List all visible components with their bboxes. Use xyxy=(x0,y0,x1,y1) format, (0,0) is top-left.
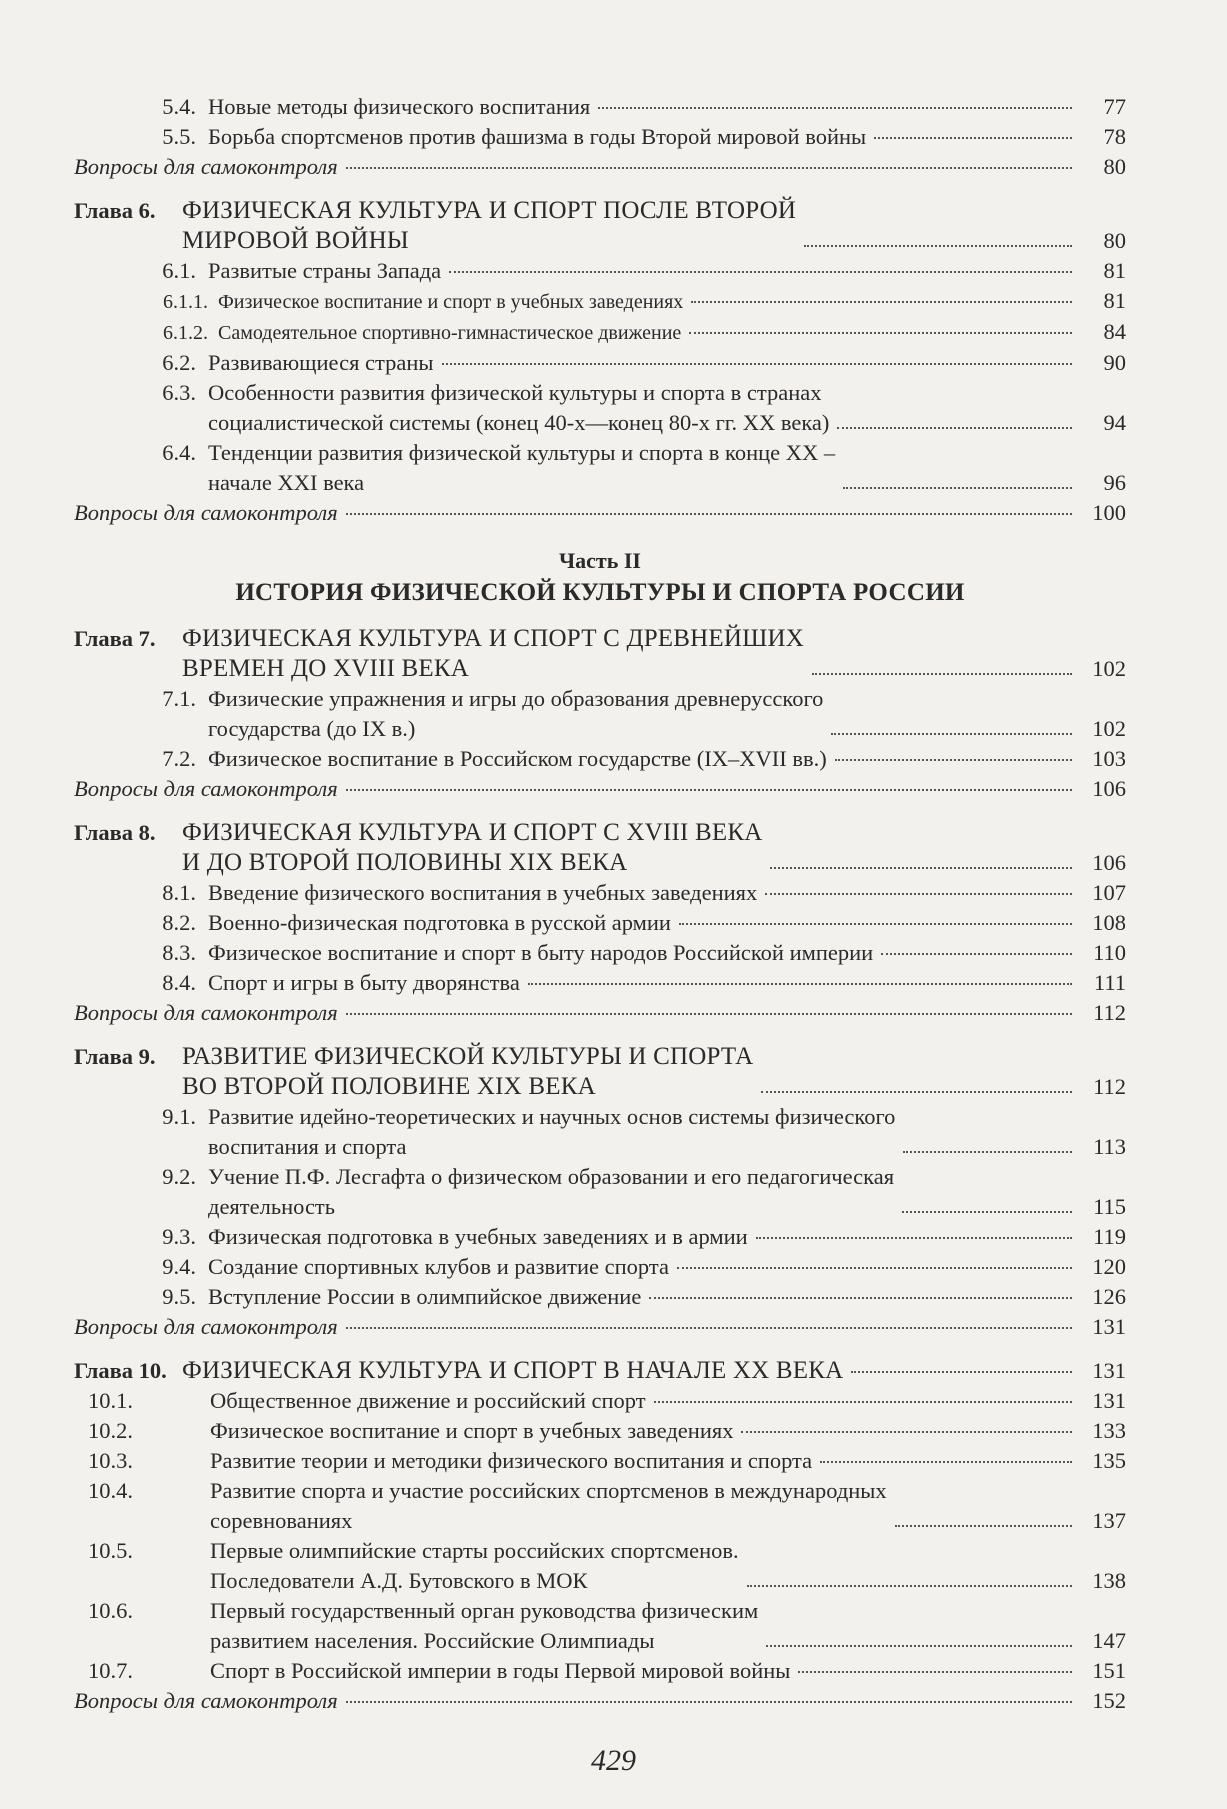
toc-page-number: 113 xyxy=(1093,1134,1126,1159)
dot-leader xyxy=(835,759,1072,761)
toc-entry-number: 10.2. xyxy=(88,1418,133,1443)
toc-entry-title-line: Спорт в Российской империи в годы Первой мировой войны xyxy=(210,1658,791,1683)
toc-page-number: 80 xyxy=(1103,228,1126,253)
dot-leader xyxy=(812,673,1072,675)
toc-entry-number: 10.1. xyxy=(88,1388,133,1413)
toc-page-number: 147 xyxy=(1092,1628,1126,1653)
toc-entry-title-line: Физическая подготовка в учебных заведениях и в армии xyxy=(208,1224,748,1249)
dot-leader xyxy=(902,1211,1072,1213)
dot-leader xyxy=(654,1401,1072,1403)
toc-entry-title-line: соревнованиях xyxy=(210,1508,353,1533)
toc-entry-title-line: Развитые страны Запада xyxy=(208,258,442,283)
toc-entry-title-line: Новые методы физического воспитания xyxy=(208,94,591,119)
toc-section-entry[interactable] xyxy=(74,1596,1126,1656)
toc-review-questions-entry[interactable] xyxy=(74,998,1126,1028)
toc-page-number: 81 xyxy=(1103,288,1126,313)
toc-entry-number: 9.4. xyxy=(162,1254,196,1279)
toc-section-entry[interactable] xyxy=(74,1162,1126,1222)
toc-entry-title-line: ВО ВТОРОЙ ПОЛОВИНЕ XIX ВЕКА xyxy=(182,1073,596,1100)
dot-leader xyxy=(528,983,1072,985)
toc-page-number: 77 xyxy=(1103,94,1126,119)
toc-page-number: 115 xyxy=(1093,1194,1126,1219)
toc-section-entry[interactable] xyxy=(74,348,1126,378)
dot-leader xyxy=(346,1327,1072,1329)
toc-page-number: 106 xyxy=(1092,776,1126,801)
toc-entry-title-line: Вопросы для самоконтроля xyxy=(74,776,338,801)
dot-leader xyxy=(895,1525,1072,1527)
toc-page-number: 111 xyxy=(1093,970,1126,995)
toc-entry-title-line: Вопросы для самоконтроля xyxy=(74,500,338,525)
toc-entry-title-line: ФИЗИЧЕСКАЯ КУЛЬТУРА И СПОРТ В НАЧАЛЕ XX ВЕКА xyxy=(182,1357,844,1384)
toc-entry-title-line: Развитие идейно-теоретических и научных основ системы физического xyxy=(208,1104,896,1129)
toc-entry-title-line: Физическое воспитание в Российском государстве (IX–XVII вв.) xyxy=(208,746,827,771)
toc-page-number: 103 xyxy=(1092,746,1126,771)
toc-section-entry[interactable] xyxy=(74,744,1126,774)
dot-leader xyxy=(346,789,1072,791)
toc-chapter-entry[interactable] xyxy=(74,196,1126,256)
toc-entry-number: 10.7. xyxy=(88,1658,133,1683)
dot-leader xyxy=(346,1013,1072,1015)
dot-leader xyxy=(798,1671,1072,1673)
toc-page-number: 119 xyxy=(1093,1224,1126,1249)
toc-entry-title-line: Последователи А.Д. Бутовского в МОК xyxy=(210,1568,588,1593)
toc-review-questions-entry[interactable] xyxy=(74,498,1126,528)
toc-page-number: 112 xyxy=(1093,1000,1126,1025)
toc-page-number: 102 xyxy=(1092,716,1126,741)
toc-entry-number: Глава 10. xyxy=(74,1358,167,1383)
toc-entry-number: 9.3. xyxy=(162,1224,196,1249)
toc-page-number: 126 xyxy=(1092,1284,1126,1309)
dot-leader xyxy=(837,427,1072,429)
toc-page-number: 112 xyxy=(1093,1074,1126,1099)
toc-entry-number: 6.2. xyxy=(162,350,196,375)
toc-entry-number: 10.4. xyxy=(88,1478,133,1503)
toc-chapter-entry[interactable] xyxy=(74,1042,1126,1102)
toc-entry-title-line: Развитие спорта и участие российских спортсменов в международных xyxy=(210,1478,887,1503)
toc-entry-number: Глава 6. xyxy=(74,198,156,223)
toc-page-number: 137 xyxy=(1092,1508,1126,1533)
toc-entry-title-line: воспитания и спорта xyxy=(208,1134,407,1159)
dot-leader xyxy=(761,1091,1072,1093)
toc-section-entry[interactable] xyxy=(74,1282,1126,1312)
toc-page-number: 106 xyxy=(1092,850,1126,875)
dot-leader xyxy=(649,1297,1072,1299)
toc-section-entry[interactable] xyxy=(74,968,1126,998)
toc-page-number: 81 xyxy=(1103,258,1126,283)
toc-page-number: 151 xyxy=(1092,1658,1126,1683)
toc-section-entry[interactable] xyxy=(74,1446,1126,1476)
toc-section-entry[interactable] xyxy=(74,438,1126,498)
toc-entry-title-line: Развитие теории и методики физического воспитания и спорта xyxy=(210,1448,813,1473)
dot-leader xyxy=(766,1645,1072,1647)
toc-entry-number: 6.4. xyxy=(162,440,196,465)
toc-entry-title-line: Спорт и игры в быту дворянства xyxy=(208,970,520,995)
dot-leader xyxy=(346,1701,1072,1703)
toc-entry-title-line: И ДО ВТОРОЙ ПОЛОВИНЫ XIX ВЕКА xyxy=(182,849,628,876)
toc-entry-title-line: государства (до IX в.) xyxy=(208,716,416,741)
toc-page-number: 120 xyxy=(1092,1254,1126,1279)
dot-leader xyxy=(346,167,1072,169)
toc-entry-number: 8.2. xyxy=(162,910,196,935)
toc-entry-title-line: РАЗВИТИЕ ФИЗИЧЕСКОЙ КУЛЬТУРЫ И СПОРТА xyxy=(182,1043,754,1070)
toc-entry-number: 8.3. xyxy=(162,940,196,965)
toc-entry-number: Глава 8. xyxy=(74,820,156,845)
toc-entry-title-line: Вопросы для самоконтроля xyxy=(74,1314,338,1339)
toc-page-number: 100 xyxy=(1092,500,1126,525)
toc-entry-number: 8.4. xyxy=(162,970,196,995)
toc-section-entry[interactable] xyxy=(74,378,1126,438)
toc-entry-title-line: Введение физического воспитания в учебных заведениях xyxy=(208,880,758,905)
toc-entry-title-line: Физическое воспитание и спорт в быту народов Российской империи xyxy=(208,940,874,965)
toc-entry-number: Глава 7. xyxy=(74,626,156,651)
dot-leader xyxy=(881,953,1072,955)
table-of-contents xyxy=(74,92,1126,1716)
toc-chapter-entry[interactable] xyxy=(74,624,1126,684)
dot-leader xyxy=(820,1461,1072,1463)
part-title: ИСТОРИЯ ФИЗИЧЕСКОЙ КУЛЬТУРЫ И СПОРТА РОССИИ xyxy=(235,579,965,606)
toc-entry-title-line: Самодеятельное спортивно-гимнастическое движение xyxy=(218,322,682,344)
toc-entry-number: 6.1.2. xyxy=(163,322,208,344)
dot-leader xyxy=(843,487,1072,489)
toc-entry-title-line: Развивающиеся страны xyxy=(208,350,434,375)
toc-section-entry[interactable] xyxy=(74,1252,1126,1282)
toc-chapter-entry[interactable] xyxy=(74,818,1126,878)
dot-leader xyxy=(677,1267,1072,1269)
dot-leader xyxy=(442,363,1072,365)
toc-entry-title-line: деятельность xyxy=(208,1194,336,1219)
dot-leader xyxy=(449,271,1072,273)
toc-entry-title-line: Вопросы для самоконтроля xyxy=(74,1688,338,1713)
toc-entry-title-line: развитием населения. Российские Олимпиады xyxy=(210,1628,655,1653)
toc-page-number: 110 xyxy=(1093,940,1126,965)
toc-page-number: 107 xyxy=(1092,880,1126,905)
toc-entry-title-line: МИРОВОЙ ВОЙНЫ xyxy=(182,227,409,254)
toc-entry-number: 6.1.1. xyxy=(163,291,208,313)
toc-page-number: 131 xyxy=(1092,1314,1126,1339)
toc-section-entry[interactable] xyxy=(74,1102,1126,1162)
toc-entry-title-line: ФИЗИЧЕСКАЯ КУЛЬТУРА И СПОРТ ПОСЛЕ ВТОРОЙ xyxy=(182,197,797,224)
dot-leader xyxy=(689,332,1072,334)
toc-section-entry[interactable] xyxy=(74,286,1126,317)
dot-leader xyxy=(598,107,1072,109)
toc-entry-number: 6.1. xyxy=(162,258,196,283)
toc-entry-title-line: начале XXI века xyxy=(208,470,365,495)
toc-entry-title-line: Тенденции развития физической культуры и спорта в конце XX – xyxy=(208,440,836,465)
toc-entry-title-line: социалистической системы (конец 40-х—конец 80-х гг. XX века) xyxy=(208,410,830,435)
page-number: 429 xyxy=(591,1744,636,1777)
toc-section-entry[interactable] xyxy=(74,1656,1126,1686)
toc-section-entry[interactable] xyxy=(74,938,1126,968)
toc-page-number: 133 xyxy=(1092,1418,1126,1443)
toc-section-entry[interactable] xyxy=(74,122,1126,152)
toc-review-questions-entry[interactable] xyxy=(74,774,1126,804)
dot-leader xyxy=(765,893,1072,895)
toc-entry-title-line: ФИЗИЧЕСКАЯ КУЛЬТУРА И СПОРТ С XVIII ВЕКА xyxy=(182,819,763,846)
toc-page-number: 152 xyxy=(1092,1688,1126,1713)
dot-leader xyxy=(831,733,1072,735)
toc-entry-number: 10.3. xyxy=(88,1448,133,1473)
toc-section-entry[interactable] xyxy=(74,878,1126,908)
toc-entry-title-line: Особенности развития физической культуры и спорта в странах xyxy=(208,380,822,405)
toc-entry-title-line: Первые олимпийские старты российских спортсменов. xyxy=(210,1538,739,1563)
toc-page-number: 84 xyxy=(1103,319,1126,344)
toc-page-number: 80 xyxy=(1103,154,1126,179)
dot-leader xyxy=(691,301,1072,303)
toc-page-number: 94 xyxy=(1103,410,1126,435)
toc-section-entry[interactable] xyxy=(74,1416,1126,1446)
toc-entry-title-line: Создание спортивных клубов и развитие спорта xyxy=(208,1254,669,1279)
toc-entry-number: 5.4. xyxy=(162,94,196,119)
dot-leader xyxy=(903,1151,1072,1153)
toc-page-number: 90 xyxy=(1103,350,1126,375)
dot-leader xyxy=(346,513,1072,515)
toc-section-entry[interactable] xyxy=(74,684,1126,744)
toc-section-entry[interactable] xyxy=(74,1476,1126,1536)
toc-section-entry[interactable] xyxy=(74,908,1126,938)
toc-entry-number: 9.2. xyxy=(162,1164,196,1189)
toc-entry-title-line: Военно-физическая подготовка в русской армии xyxy=(208,910,671,935)
toc-review-questions-entry[interactable] xyxy=(74,1686,1126,1716)
toc-page-number: 108 xyxy=(1092,910,1126,935)
toc-entry-title-line: Вступление России в олимпийское движение xyxy=(208,1284,642,1309)
toc-entry-title-line: Первый государственный орган руководства физическим xyxy=(210,1598,759,1623)
dot-leader xyxy=(874,137,1072,139)
toc-section-entry[interactable] xyxy=(74,1222,1126,1252)
toc-section-entry[interactable] xyxy=(74,317,1126,348)
dot-leader xyxy=(756,1237,1072,1239)
toc-review-questions-entry[interactable] xyxy=(74,1312,1126,1342)
dot-leader xyxy=(804,245,1072,247)
toc-page-number: 135 xyxy=(1092,1448,1126,1473)
dot-leader xyxy=(747,1585,1072,1587)
toc-entry-title-line: Общественное движение и российский спорт xyxy=(210,1388,646,1413)
toc-entry-title-line: Вопросы для самоконтроля xyxy=(74,154,338,179)
toc-page-number: 131 xyxy=(1092,1388,1126,1413)
toc-entry-number: 6.3. xyxy=(162,380,196,405)
toc-entry-title-line: Вопросы для самоконтроля xyxy=(74,1000,338,1025)
toc-page-number: 96 xyxy=(1103,470,1126,495)
toc-entry-title-line: ВРЕМЕН ДО XVIII ВЕКА xyxy=(182,655,470,682)
toc-page-number: 102 xyxy=(1092,656,1126,681)
toc-section-entry[interactable] xyxy=(74,1386,1126,1416)
toc-entry-number: 8.1. xyxy=(162,880,196,905)
toc-entry-title-line: Физическое воспитание и спорт в учебных заведениях xyxy=(210,1418,734,1443)
toc-chapter-entry[interactable] xyxy=(74,1356,1126,1386)
toc-entry-title-line: Борьба спортсменов против фашизма в годы Второй мировой войны xyxy=(208,124,867,149)
toc-page-number: 138 xyxy=(1092,1568,1126,1593)
toc-entry-number: Глава 9. xyxy=(74,1044,156,1069)
toc-entry-title-line: Физическое воспитание и спорт в учебных заведениях xyxy=(218,291,684,313)
toc-entry-title-line: Учение П.Ф. Лесгафта о физическом образовании и его педагогическая xyxy=(208,1164,895,1189)
toc-page-number: 78 xyxy=(1103,124,1126,149)
toc-entry-number: 9.1. xyxy=(162,1104,196,1129)
toc-entry-number: 10.5. xyxy=(88,1538,133,1563)
toc-entry-number: 7.1. xyxy=(162,686,196,711)
dot-leader xyxy=(770,867,1072,869)
toc-section-entry[interactable] xyxy=(74,1536,1126,1596)
toc-entry-number: 5.5. xyxy=(162,124,196,149)
dot-leader xyxy=(679,923,1072,925)
toc-entry-number: 7.2. xyxy=(162,746,196,771)
toc-entry-title-line: ФИЗИЧЕСКАЯ КУЛЬТУРА И СПОРТ С ДРЕВНЕЙШИХ xyxy=(182,625,805,652)
toc-entry-number: 9.5. xyxy=(162,1284,196,1309)
toc-review-questions-entry[interactable] xyxy=(74,152,1126,182)
toc-section-entry[interactable] xyxy=(74,92,1126,122)
toc-section-entry[interactable] xyxy=(74,256,1126,286)
part-label: Часть II xyxy=(559,548,641,573)
toc-page-number: 131 xyxy=(1092,1358,1126,1383)
dot-leader xyxy=(741,1431,1072,1433)
toc-entry-title-line: Физические упражнения и игры до образования древнерусского xyxy=(208,686,824,711)
dot-leader xyxy=(851,1371,1072,1373)
toc-entry-number: 10.6. xyxy=(88,1598,133,1623)
